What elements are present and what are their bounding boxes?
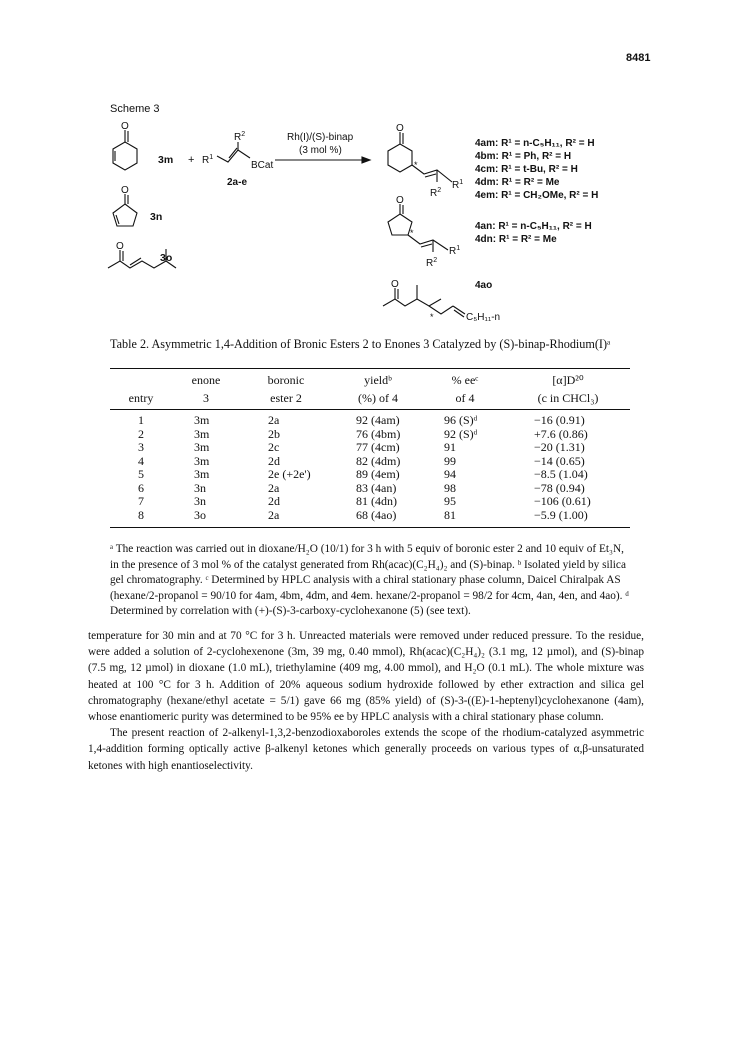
product-label: 4em: R¹ = CH₂OMe, R² = H [475, 190, 599, 201]
body-paragraph: The present reaction of 2-alkenyl-1,3,2-benzodioxaboroles extends the scope of the rhodium-catalyzed asymmetric 1,4-addition forming optically active β-alkenyl ketones which generally proceeds on various types of α,β-unsaturated ketones with high enantioselectivity. [88, 727, 644, 772]
product-label: 4cm: R¹ = t-Bu, R² = H [475, 164, 578, 175]
cell-ester: 2d [268, 494, 280, 508]
cell-yield: 82 (4dm) [356, 453, 401, 468]
cell-enone: 3m [194, 467, 210, 481]
table-header: 3 [172, 389, 240, 410]
cell-yield: 83 (4an) [356, 480, 397, 495]
table-header: entry [110, 389, 172, 410]
table-row [110, 468, 630, 482]
cell-enone: 3m [194, 453, 210, 468]
cell-rotation: −20 (1.31) [534, 440, 585, 454]
cell-rotation: −8.5 (1.04) [534, 467, 588, 481]
cell-ee: 81 [424, 509, 506, 528]
table-row [110, 495, 630, 509]
cell-ee: 91 [444, 440, 456, 454]
cyclopentenone-structure [113, 194, 137, 226]
cell-entry: 7 [138, 494, 144, 508]
cell-enone: 3n [194, 480, 206, 495]
table-header: (%) of 4 [332, 389, 424, 410]
cell-rotation: −16 (0.91) [534, 413, 585, 427]
scheme-text: O [121, 121, 129, 132]
cell-enone: 3m [194, 426, 210, 441]
product-label: 4an: R¹ = n-C₅H₁₁, R² = H [475, 221, 592, 232]
table-header: yieldᵇ [332, 369, 424, 390]
cell-yield: 89 (4em) [356, 467, 400, 481]
reaction-scheme [100, 118, 660, 330]
cell-enone: 3n [194, 494, 206, 508]
product-label: 4dn: R¹ = R² = Me [475, 234, 557, 245]
cell-ester: 2b [268, 426, 280, 441]
scheme-text: * [414, 160, 418, 170]
table-caption: Table 2. Asymmetric 1,4-Addition of Bronic Esters 2 to Enones 3 Catalyzed by (S)-binap-Rhodium(I)ᵃ [110, 337, 611, 351]
cell-enone: 3o [172, 509, 240, 528]
scheme-text: O [391, 279, 399, 290]
enone-label-3o: 3o [160, 252, 173, 264]
table-row [110, 428, 630, 442]
enone-label-3n: 3n [150, 211, 163, 223]
cell-ester: 2d [268, 453, 280, 468]
scheme-text: $R^2$ [234, 131, 246, 143]
table-row [110, 482, 630, 496]
scheme-text: $R^1$ [452, 179, 464, 191]
cell-rotation: −14 (0.65) [534, 453, 585, 468]
cell-yield: 77 (4cm) [356, 440, 400, 454]
reagents-bottom: (3 mol %) [299, 145, 342, 156]
scheme-text: $R^2$ [426, 257, 438, 269]
table-header: % eeᶜ [424, 369, 506, 390]
cell-yield: 76 (4bm) [356, 426, 401, 441]
cell-rotation: −106 (0.61) [534, 494, 591, 508]
cell-entry: 8 [110, 509, 172, 528]
table-row [110, 410, 630, 428]
table-header [110, 369, 172, 390]
table-row [110, 509, 630, 528]
page-number: 8481 [626, 52, 651, 64]
product-o-substituent: C₅H₁₁-n [466, 312, 501, 323]
product-label-4ao: 4ao [475, 280, 493, 291]
scheme-text: O [116, 241, 124, 252]
scheme-text: $R^1$ [202, 154, 214, 166]
cell-ester: 2a [240, 509, 332, 528]
product-cyclohexanone-structure [388, 132, 452, 182]
cell-ee: 98 [444, 480, 456, 495]
cell-entry: 6 [138, 480, 144, 495]
scheme-text: * [430, 312, 434, 322]
cell-rotation: +7.6 (0.86) [534, 426, 588, 441]
cell-yield: 92 (4am) [356, 413, 400, 427]
cell-ester: 2c [268, 440, 280, 454]
cell-entry: 1 [138, 413, 144, 427]
table-header: (c in CHCl₃) [506, 389, 630, 410]
cell-entry: 2 [138, 426, 144, 441]
boronic-ester-label: 2a-e [227, 177, 248, 188]
cyclohexenone-structure [113, 130, 137, 170]
cell-ee: 99 [444, 453, 456, 468]
boronic-bcat-label: BCat [251, 160, 274, 171]
scheme-text: $R^2$ [430, 187, 442, 199]
scheme-text: + [188, 154, 195, 166]
product-cyclopentanone-structure [388, 204, 448, 252]
table-row [110, 441, 630, 455]
cell-enone: 3m [194, 413, 210, 427]
scheme-text: $R^1$ [449, 245, 461, 257]
cell-ester: 2a [268, 413, 280, 427]
product-label: 4am: R¹ = n-C₅H₁₁, R² = H [475, 138, 595, 149]
table-row [110, 455, 630, 469]
scheme-title: Scheme 3 [110, 103, 160, 115]
table-header: ester 2 [240, 389, 332, 410]
table-header: [α]D²⁰ [506, 369, 630, 390]
reagents-top: Rh(I)/(S)-binap [287, 132, 354, 143]
cell-ee: 94 [444, 467, 456, 481]
cell-ee: 96 (S)ᵈ [444, 413, 478, 427]
cell-ester: 2a [268, 480, 280, 495]
scheme-text: O [396, 195, 404, 206]
body-text [88, 628, 644, 774]
cell-rotation: −78 (0.94) [534, 480, 585, 495]
table-header: boronic [240, 369, 332, 390]
cell-entry: 5 [138, 467, 144, 481]
cell-rotation: −5.9 (1.00) [506, 509, 630, 528]
enone-label-3m: 3m [158, 154, 174, 166]
body-paragraph: temperature for 30 min and at 70 °C for 3 h. Unreacted materials were removed under reduced pressure. To the residue, were added a solution of 2-cyclohexenone (3m, 39 mg, 0.40 mmol), Rh(acac)(C₂H₄)₂ (3.1 mg, 12 µmol), and (S)-binap (7.5 mg, 12 µmol) in dioxane (1.0 mL), triethylamine (409 mg, 4.00 mmol), and H₂O (0.1 mL). The whole mixture was heated at 100 °C for 3 h. Addition of 20% aqueous sodium hydroxide followed by ether extraction and silica gel chromatography (hexane/ethyl acetate = 5/1) gave 66 mg (85% yield) of (S)-3-((E)-1-heptenyl)cyclohexanone (4am), whose enantiomeric purity was determined to be 95% ee by HPLC analysis with a chiral stationary phase column. [88, 630, 644, 724]
scheme-text: * [410, 228, 414, 238]
cell-ee: 92 (S)ᵈ [444, 426, 478, 441]
cell-entry: 3 [138, 440, 144, 454]
product-label: 4bm: R¹ = Ph, R² = H [475, 151, 572, 162]
table-header: enone [172, 369, 240, 390]
alkenylboronate-structure [217, 142, 250, 162]
table-footnotes: ᵃ The reaction was carried out in dioxane/H₂O (10/1) for 3 h with 5 equiv of boronic ester 2 and 10 equiv of Et₃N, in the presence of 3 mol % of the catalyst generated from Rh(acac)(C₂H₄)₂ and (S)-binap. ᵇ Isolated yield by silica gel chromatography. ᶜ Determined by HPLC analysis with a chiral stationary phase column, Daicel Chiralpak AS (hexane/2-propanol = 90/10 for 4am, 4bm, 4dm, and 4em. hexane/2-propanol = 98/2 for 4cm, 4an, 4en, and 4ao). ᵈ Determined by correlation with (+)-(S)-3-carboxy-cyclohexanone (5) (see text). [110, 543, 629, 618]
scheme-text: O [121, 185, 129, 196]
cell-entry: 4 [138, 453, 144, 468]
scheme-text: O [396, 123, 404, 134]
cell-enone: 3m [194, 440, 210, 454]
results-table [110, 368, 630, 528]
cell-yield: 68 (4ao) [332, 509, 424, 528]
product-label: 4dm: R¹ = R² = Me [475, 177, 560, 188]
cell-yield: 81 (4dn) [356, 494, 397, 508]
cell-ester: 2e (+2e') [268, 467, 311, 481]
table-header: of 4 [424, 389, 506, 410]
cell-ee: 95 [444, 494, 456, 508]
